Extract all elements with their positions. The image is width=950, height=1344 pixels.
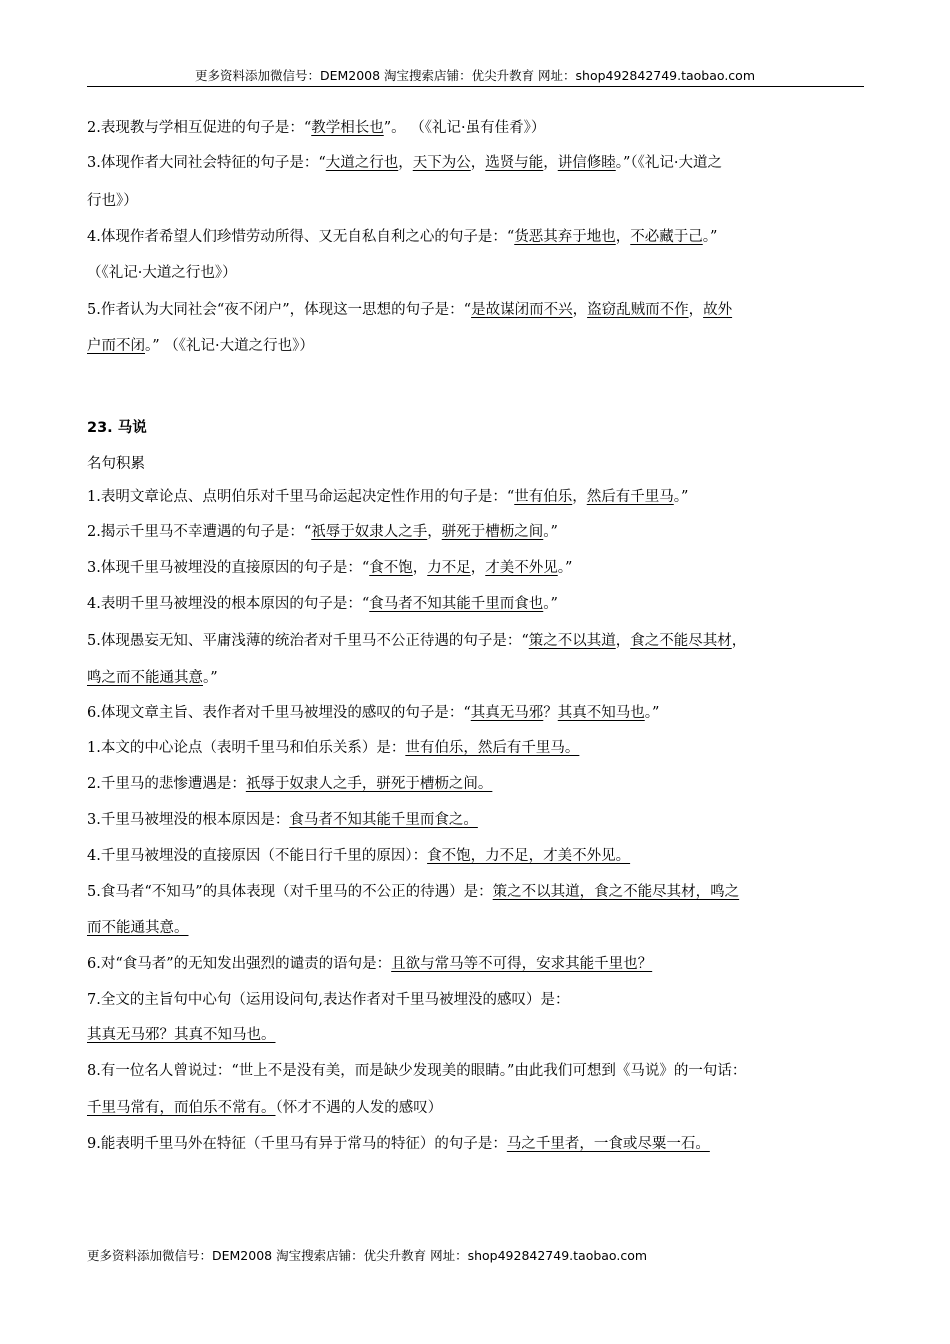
answer-8: 8.有一位名人曾说过：“世上不是没有美，而是缺少发现美的眼睛。”由此我们可想到《马说》的一句话： <box>87 1063 747 1079</box>
answer-7: 7.全文的主旨句中心句（运用设问句,表达作者对千里马被埋没的感叹）是： <box>87 992 570 1008</box>
answer-6: 6.对“食马者”的无知发出强烈的谴责的语句是：且欲与常马等不可得，安求其能千里也？ <box>87 956 653 972</box>
page-header: 更多资料添加微信号：DEM2008 淘宝搜索店铺：优尖升教育 网址：shop492842749.taobao.com <box>194 68 756 83</box>
intro-line-6: 5.作者认为大同社会“夜不闭户”，体现这一思想的句子是：“是故谋闭而不兴，盗窃乱贼而不作，故外 <box>87 302 733 318</box>
quote-2: 2.揭示千里马不幸遭遇的句子是：“祇辱于奴隶人之手，骈死于槽枥之间。” <box>87 524 558 540</box>
quote-5-cont: 鸣之而不能通其意。” <box>87 670 218 686</box>
answer-5: 5.食马者“不知马”的具体表现（对千里马的不公正的待遇）是：策之不以其道，食之不能尽其材，鸣之 <box>87 884 740 900</box>
intro-line-5: （《礼记·大道之行也》） <box>87 265 237 281</box>
answer-8-cont: 千里马常有，而伯乐不常有。（怀才不遇的人发的感叹） <box>87 1100 443 1116</box>
header-divider <box>87 86 864 87</box>
intro-line-4: 4.体现作者希望人们珍惜劳动所得、又无自私自利之心的句子是：“货恶其弃于地也，不必藏于己。” <box>87 229 718 245</box>
quote-4: 4.表明千里马被埋没的根本原因的句子是：“食马者不知其能千里而食也。” <box>87 596 558 612</box>
section-subtitle: 名句积累 <box>87 456 145 472</box>
answer-3: 3.千里马被埋没的根本原因是：食马者不知其能千里而食之。 <box>87 812 478 828</box>
answer-7-cont: 其真无马邪？其真不知马也。 <box>87 1027 276 1043</box>
quote-6: 6.体现文章主旨、表作者对千里马被埋没的感叹的句子是：“其真无马邪？其真不知马也。” <box>87 705 660 721</box>
answer-9: 9.能表明千里马外在特征（千里马有异于常马的特征）的句子是：马之千里者，一食或尽粟一石。 <box>87 1136 710 1152</box>
intro-line-2: 3.体现作者大同社会特征的句子是：“大道之行也，天下为公，选贤与能，讲信修睦。”（《礼记·大道之 <box>87 155 723 171</box>
intro-line-3: 行也》） <box>87 193 138 209</box>
intro-line-7: 户而不闭。” （《礼记·大道之行也》） <box>87 338 314 354</box>
answer-4: 4.千里马被埋没的直接原因（不能日行千里的原因）：食不饱，力不足，才美不外见。 <box>87 848 631 864</box>
answer-5-cont: 而不能通其意。 <box>87 920 189 936</box>
quote-3: 3.体现千里马被埋没的直接原因的句子是：“食不饱，力不足，才美不外见。” <box>87 560 573 576</box>
page-footer: 更多资料添加微信号：DEM2008 淘宝搜索店铺：优尖升教育 网址：shop492842749.taobao.com <box>87 1248 648 1263</box>
answer-1: 1.本文的中心论点（表明千里马和伯乐关系）是：世有伯乐，然后有千里马。 <box>87 740 580 756</box>
answer-2: 2.千里马的悲惨遭遇是：祇辱于奴隶人之手，骈死于槽枥之间。 <box>87 776 493 792</box>
section-title: 23. 马说 <box>87 420 147 436</box>
quote-5: 5.体现愚妄无知、平庸浅薄的统治者对千里马不公正待遇的句子是：“策之不以其道，食之不能尽其材， <box>87 633 747 649</box>
intro-line-1: 2.表现教与学相互促进的句子是：“教学相长也”。 （《礼记·虽有佳肴》） <box>87 120 546 136</box>
quote-1: 1.表明文章论点、点明伯乐对千里马命运起决定性作用的句子是：“世有伯乐，然后有千里马。” <box>87 489 689 505</box>
